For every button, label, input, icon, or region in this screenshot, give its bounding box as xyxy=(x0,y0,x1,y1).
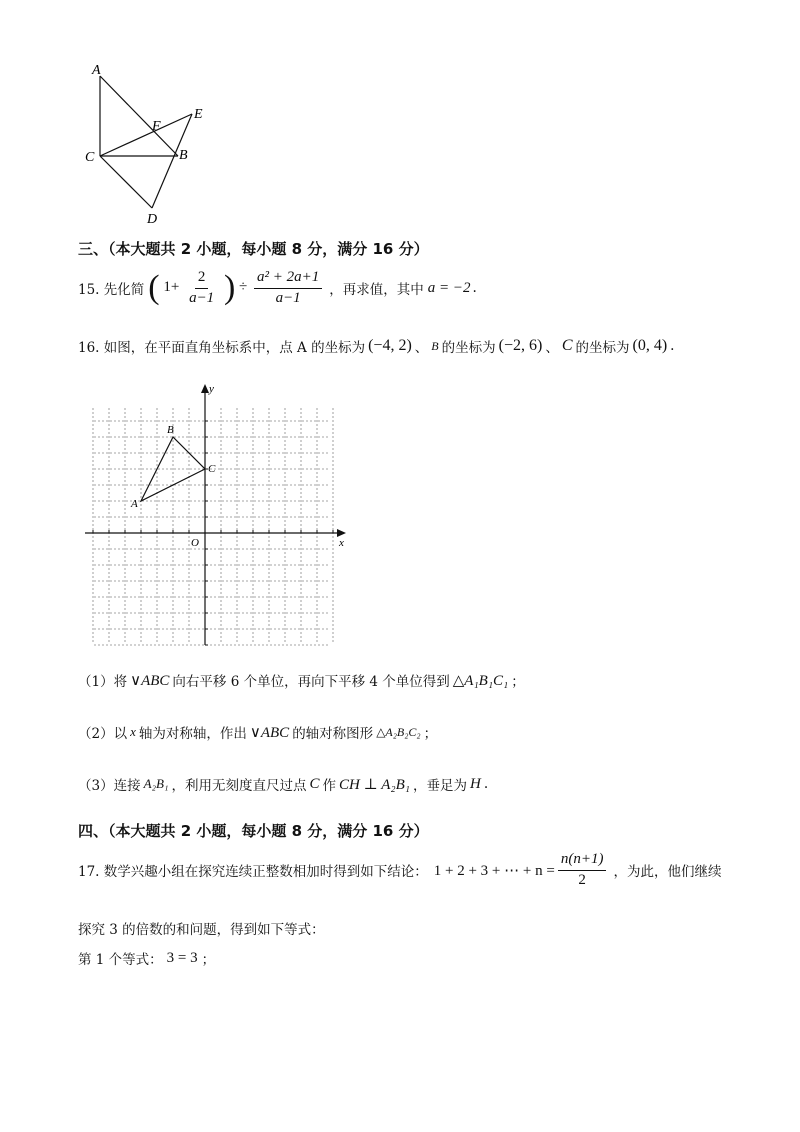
q16-sub3-end: . xyxy=(483,776,489,792)
q15-frac1-den: a−1 xyxy=(189,289,215,306)
q16-label-b: B xyxy=(431,338,439,353)
label-d: D xyxy=(147,212,158,227)
section-3-heading: 三、（本大题共 2 小题，每小题 8 分，满分 16 分） xyxy=(78,240,429,258)
geometry-figure xyxy=(80,58,220,230)
q15-frac2-num: a² + 2a+1 xyxy=(254,269,322,288)
q17-eq1-end: ； xyxy=(201,952,216,968)
q16-sub2-prefix: （2）以 xyxy=(78,726,128,742)
question-17 xyxy=(78,846,721,894)
q16-sub2-mid: 轴为对称轴，作出 xyxy=(138,726,247,742)
q16-sub2 xyxy=(78,722,437,742)
q15-one-plus: 1+ xyxy=(163,279,180,296)
graph-label-x: x xyxy=(339,537,344,549)
q17-eq1-line xyxy=(78,948,215,968)
q17-text2: ，为此，他们继续 xyxy=(613,864,722,880)
question-16 xyxy=(78,336,674,356)
section-4-heading: 四、（本大题共 2 小题，每小题 8 分，满分 16 分） xyxy=(78,822,429,840)
label-e: E xyxy=(194,107,203,122)
q16-sub1-end: ； xyxy=(511,674,525,690)
q16-text5: 的坐标为 xyxy=(575,340,630,356)
q16-sub3-prefix: （3）连接 xyxy=(78,778,141,794)
q16-coord-a: (−4, 2) xyxy=(368,337,412,354)
q16-sub2-mid2: 的轴对称图形 xyxy=(292,726,374,742)
segment-ab xyxy=(100,76,178,156)
q17-eq1-label: 第 1 个等式： xyxy=(78,952,163,968)
label-a: A xyxy=(92,63,101,78)
q16-sub3-mid3: ，垂足为 xyxy=(412,778,467,794)
q17-line2: 探究 3 的倍数的和问题，得到如下等式： xyxy=(78,922,325,938)
q17-formula-den: 2 xyxy=(578,871,586,888)
q15-condition: a = −2 xyxy=(427,279,471,296)
q17-eq1: 3 = 3 xyxy=(166,949,198,966)
q16-coord-c: (0, 4) xyxy=(632,337,668,354)
y-axis-arrow xyxy=(201,384,209,393)
q16-sub1 xyxy=(78,670,525,690)
q16-sub1-tri: ∨ABC xyxy=(130,672,170,689)
grid-lines xyxy=(93,408,333,645)
q16-sub3-mid: ，利用无刻度直尺过点 xyxy=(171,778,307,794)
q16-sub3-point: C xyxy=(309,775,320,792)
q15-middle: ，再求值，其中 xyxy=(329,282,424,298)
q16-sub2-axis: x xyxy=(130,724,136,739)
q16-end: . xyxy=(670,338,675,354)
label-c: C xyxy=(85,150,95,165)
q15-frac1-num: 2 xyxy=(195,269,209,288)
q15-end: . xyxy=(472,280,477,296)
q16-sub2-result: △A₂B₂C₂ xyxy=(376,724,421,739)
segment-cd xyxy=(100,156,152,208)
graph-label-o: O xyxy=(191,537,199,549)
graph-label-y: y xyxy=(209,383,214,395)
q16-text1: 16. 如图，在平面直角坐标系中，点 A 的坐标为 xyxy=(78,340,366,356)
q16-sub1-result: △A₁B₁C₁ xyxy=(452,672,509,689)
q16-text2: 、 xyxy=(414,340,429,356)
question-15: 15. 先化简 ( 1+ $\frac{2}{a-1}$ ) ÷ $\frac{\text{a² + 2a+1}}{a-1}$ ，再求值，其中 a = −2 . xyxy=(78,269,477,306)
label-b: B xyxy=(179,148,188,163)
q16-sub2-tri: ∨ABC xyxy=(249,724,290,741)
graph-label-c: C xyxy=(208,463,216,475)
q15-frac2-den: a−1 xyxy=(275,289,301,306)
q17-formula-lhs: 1 + 2 + 3 + ⋯ + n = xyxy=(433,862,555,879)
q16-label-c: C xyxy=(561,337,573,354)
q16-sub3-foot: H xyxy=(469,775,481,792)
q16-sub3-mid2: 作 xyxy=(322,778,337,794)
q17-formula-num: n(n+1) xyxy=(558,851,607,870)
graph-label-b: B xyxy=(167,424,174,436)
x-axis-arrow xyxy=(337,529,346,537)
label-f: F xyxy=(152,119,161,134)
q16-sub3-seg: A₂B₁ xyxy=(143,776,169,791)
graph-label-a: A xyxy=(131,498,138,510)
q15-div: ÷ xyxy=(239,279,248,296)
coordinate-grid-figure xyxy=(80,380,360,655)
q16-sub3 xyxy=(78,774,488,794)
q17-text1: 17. 数学兴趣小组在探究连续正整数相加时得到如下结论： xyxy=(78,864,428,880)
q16-text4: 、 xyxy=(545,340,559,356)
q16-sub3-perp: CH ⊥ A₂B₁ xyxy=(339,776,410,793)
q16-sub2-end: ； xyxy=(423,726,438,742)
q16-text3: 的坐标为 xyxy=(441,340,496,356)
q15-prefix: 15. 先化简 xyxy=(78,282,145,298)
q16-coord-b: (−2, 6) xyxy=(498,337,543,354)
q16-sub1-mid: 向右平移 6 个单位，再向下平移 4 个单位得到 xyxy=(172,674,450,690)
q16-sub1-prefix: （1）将 xyxy=(78,674,128,690)
